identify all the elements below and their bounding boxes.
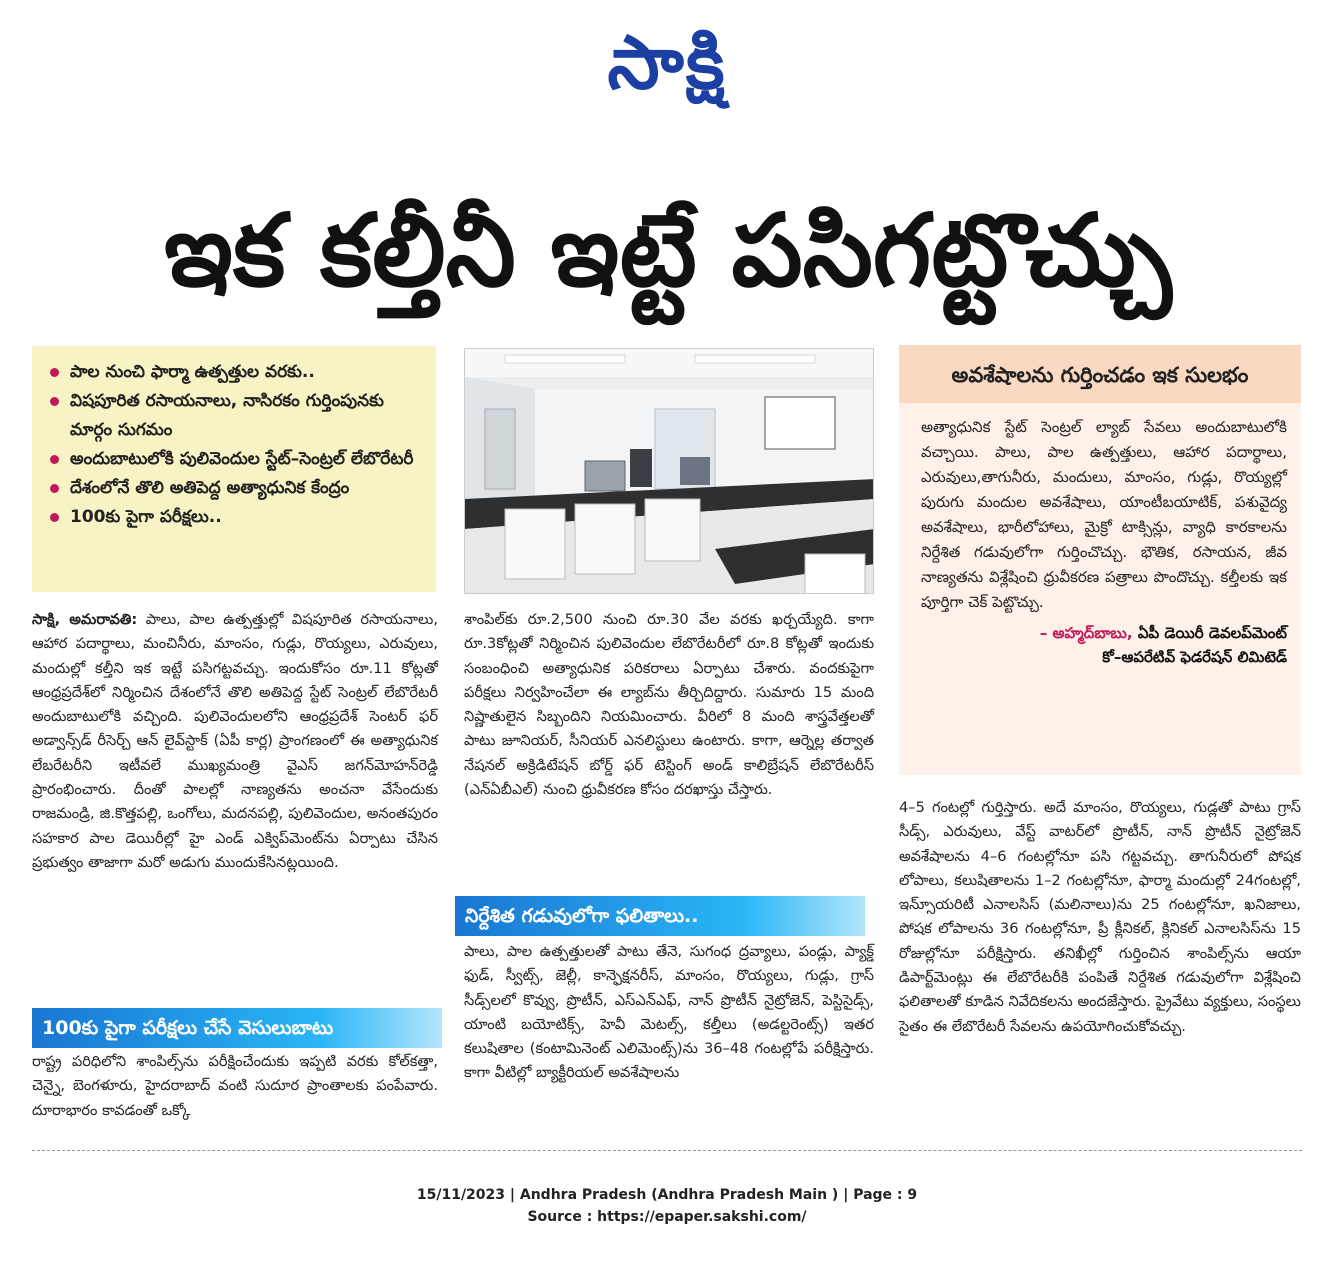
highlights-box bbox=[32, 346, 436, 592]
highlights-list bbox=[50, 358, 426, 532]
article-paragraph: రాష్ట్ర పరిధిలోని శాంపిల్స్‌ను పరీక్షించేందుకు ఇప్పటి వరకు కోల్‌కత్తా, చెన్నై, బెంగళూరు, హైదరాబాద్‌ వంటి సుదూర ప్రాంతాలకు పంపేవారు. దూరాభారం కావడంతో ఒక్కో bbox=[32, 1053, 438, 1119]
highlight-item: 100కు పైగా పరీక్షలు.. bbox=[50, 503, 426, 532]
highlight-item: విషపూరిత రసాయనాలు, నాసిరకం గుర్తింపునకు మార్గం సుగమం bbox=[50, 387, 426, 445]
article-paragraph: పాలు, పాల ఉత్పత్తులతో పాటు తేనె, సుగంధ ద్రవ్యాలు, పండ్లు, ప్యాక్డ్‌ ఫుడ్, స్వీట్స్, జెల్లీ, కాన్ఫెక్షనరీస్, మాంసం, రొయ్యలు, గుడ్లు, గ్రాస్‌ సీడ్స్‌లలో కొవ్వు, ప్రొటీన్, ఎస్‌ఎన్‌ఎఫ్, నాన్‌ ప్రొటీన్‌ నైట్రోజెన్, పెస్టిసైడ్స్, యాంటి బయోటిక్స్, హెవీ మెటల్స్, కల్తీలు (అడల్టరెంట్స్‌) ఇతర కలుషితాల (కంటామినెంట్‌ ఎలిమెంట్స్‌)ను 36–48 గంటల్లోపే పరీక్షిస్తారు. కాగా వీటిల్లో బ్యాక్టీరియల్‌ అవశేషాలను bbox=[464, 943, 874, 1082]
article-paragraph bbox=[32, 608, 438, 875]
footer-divider bbox=[32, 1150, 1302, 1151]
highlight-item: దేశంలోనే తొలి అతిపెద్ద అత్యాధునిక కేంద్రం bbox=[50, 474, 426, 503]
byline-author: – అహ్మద్‌బాబు, bbox=[1039, 624, 1133, 642]
sakshi-logo: సాక్షి bbox=[607, 20, 727, 106]
article-column-2 bbox=[464, 608, 874, 802]
sidebar-box bbox=[899, 345, 1301, 775]
article-paragraph: శాంపిల్‌కు రూ.2,500 నుంచి రూ.30 వేల వరకు ఖర్చయ్యేది. కాగా రూ.3కోట్లతో నిర్మించిన పులివెందుల లేబొరేటరీలో రూ.8 కోట్లతో ఇందుకు సంబంధించి అత్యాధునిక పరికరాలు ఏర్పాటు చేశారు. వందకుపైగా పరీక్షలు నిర్వహించేలా ఈ ల్యాబ్‌ను తీర్చిదిద్దారు. సుమారు 15 మంది నిష్ణాతులైన సిబ్బందిని నియమించారు. వీరిలో 8 మంది శాస్త్రవేత్తలతో పాటు జూనియర్, సీనియర్‌ ఎనలిస్టులు ఉంటారు. కాగా, ఆర్నెల్ల తర్వాత నేషనల్‌ అక్రిడిటేషన్‌ బోర్డ్‌ ఫర్‌ టెస్టింగ్‌ అండ్‌ కాలిబ్రేషన్‌ లేబొరేటరీస్‌ (ఎన్‌ఏబీఎల్‌) నుంచి ధ్రువీకరణ కోసం దరఖాస్తు చేస్తారు. bbox=[464, 611, 874, 799]
byline-role: ఏపీ డెయిరీ డెవలప్‌మెంట్‌ bbox=[1137, 624, 1287, 642]
sidebar-byline bbox=[899, 615, 1301, 669]
paragraph-text: పాలు, పాల ఉత్పత్తుల్లో విషపూరిత రసాయనాలు, ఆహార పదార్థాలు, మంచినీరు, మాంసం, గుడ్లు, రొయ్యలు, ఎరువులు, మందుల్లో కల్తీని ఇక ఇట్టే పసిగట్టవచ్చు. ఇందుకోసం రూ.11 కోట్లతో ఆంధ్రప్రదేశ్‌లో నిర్మించిన దేశంలోనే తొలి అతిపెద్ద స్టేట్‌ సెంట్రల్‌ లేబొరేటరీ అందుబాటులోకి వచ్చింది. పులివెందులలోని ఆంధ్రప్రదేశ్‌ సెంటర్‌ ఫర్‌ అడ్వాన్స్‌డ్‌ రీసెర్చ్‌ ఆన్‌ లైవ్‌స్టాక్‌ (ఏపీ కార్ల) ప్రాంగణంలో ఈ అత్యాధునిక లేబరేటరీని ఇటీవలే ముఖ్యమంత్రి వైఎస్‌ జగన్‌మోహన్‌రెడ్డి ప్రారంభించారు. దీంతో పాలల్లో నాణ్యతను అంచనా వేసేందుకు రాజమండ్రి, జి.కొత్తపల్లి, ఒంగోలు, మదనపల్లి, పులివెందుల, అనంతపురం సహకార పాల డెయిరీల్లో హై ఎండ్‌ ఎక్విప్‌మెంట్‌ను ఏర్పాటు చేసిన ప్రభుత్వం తాజాగా మరో అడుగు ముందుకేసినట్లయింది. bbox=[32, 611, 438, 871]
sidebar-heading: అవశేషాలను గుర్తించడం ఇక సులభం bbox=[899, 345, 1301, 403]
page-footer bbox=[0, 1184, 1334, 1228]
article-column-1-cont bbox=[32, 1050, 438, 1123]
article-column-3 bbox=[899, 796, 1301, 1039]
dateline: సాక్షి, అమరావతి: bbox=[32, 611, 138, 628]
subhead-band: 100కు పైగా పరీక్షలు చేసే వెసులుబాటు bbox=[32, 1008, 442, 1048]
lab-interior-image bbox=[465, 349, 874, 594]
sidebar-body: అత్యాధునిక స్టేట్‌ సెంట్రల్‌ ల్యాబ్‌ సేవలు అందుబాటులోకి వచ్చాయి. పాలు, పాల ఉత్పత్తులు, ఆహార పదార్థాలు, ఎరువులు,తాగునీరు, మందులు, మాంసం, గుడ్లు, రొయ్యల్లో పురుగు మందుల అవశేషాలు, యాంటీబయాటిక్, పశువైద్య అవశేషాలు, భారీలోహాలు, మైక్రో టాక్సిన్లు, వ్యాధి కారకాలను నిర్దేశిత గడువులోగా గుర్తించొచ్చు. భౌతిక, రసాయన, జీవ నాణ్యతను విశ్లేషించి ధ్రువీకరణ పత్రాలు పొందొచ్చు. కల్తీలకు ఇక పూర్తిగా చెక్‌ పెట్టొచ్చు. bbox=[921, 418, 1287, 611]
highlight-item: పాల నుంచి ఫార్మా ఉత్పత్తుల వరకు.. bbox=[50, 358, 426, 387]
footer-info: 15/11/2023 | Andhra Pradesh (Andhra Pradesh Main ) | Page : 9 bbox=[416, 1187, 918, 1203]
article-column-2-cont bbox=[464, 940, 874, 1086]
subhead-band: నిర్దేశిత గడువులోగా ఫలితాలు.. bbox=[455, 896, 865, 936]
footer-source: Source : https://epaper.sakshi.com/ bbox=[527, 1209, 807, 1225]
masthead bbox=[0, 18, 1334, 108]
lab-photo bbox=[464, 348, 874, 594]
article-paragraph: 4–5 గంటల్లో గుర్తిస్తారు. అదే మాంసం, రొయ్యలు, గుడ్లతో పాటు గ్రాస్‌ సీడ్స్, ఎరువులు, వేస్ట్‌ వాటర్‌లో ప్రొటీన్, నాన్‌ ప్రొటీన్‌ నైట్రోజెన్‌ అవశేషాలను 4–6 గంటల్లోనూ పసి గట్టవచ్చు. తాగునీరులో పోషక లోపాలు, కలుషితాలను 1–2 గంటల్లోనూ, ఫార్మా మందుల్లో 24గంటల్లో, ఇన్సూ్యరిటీ ఎనాలసిస్‌ (మలినాలు)ను 25 గంటల్లోనూ, ఖనిజాలు, పోషక లోపాలను 36 గంటల్లోనూ, ప్రీ క్లీనికల్, క్లినికల్‌ ఎనాలసిస్‌ను 15 రోజుల్లోనూ పరీక్షిస్తారు. తనిఖీల్లో గుర్తించిన శాంపిల్స్‌ను ఆయా డిపార్ట్‌మెంట్లు ఈ లేబొరేటరీకి పంపితే నిర్దేశిత గడువులోగా విశ్లేషించి ఫలితాలతో కూడిన నివేదికలను అందజేస్తారు. ప్రైవేటు వ్యక్తులు, సంస్థలు సైతం ఈ లేబొరేటరీ సేవలను ఉపయోగించుకోవచ్చు. bbox=[899, 799, 1301, 1035]
highlight-item: అందుబాటులోకి పులివెందుల స్టేట్‌–సెంట్రల్‌ లేబొరేటరీ bbox=[50, 445, 426, 474]
headline: ఇక కల్తీనీ ఇట్టే పసిగట్టొచ్చు bbox=[164, 192, 1172, 309]
byline-role: కో–ఆపరేటివ్‌ ఫెడరేషన్‌ లిమిటెడ్‌ bbox=[1102, 648, 1287, 666]
article-column-1 bbox=[32, 608, 438, 875]
